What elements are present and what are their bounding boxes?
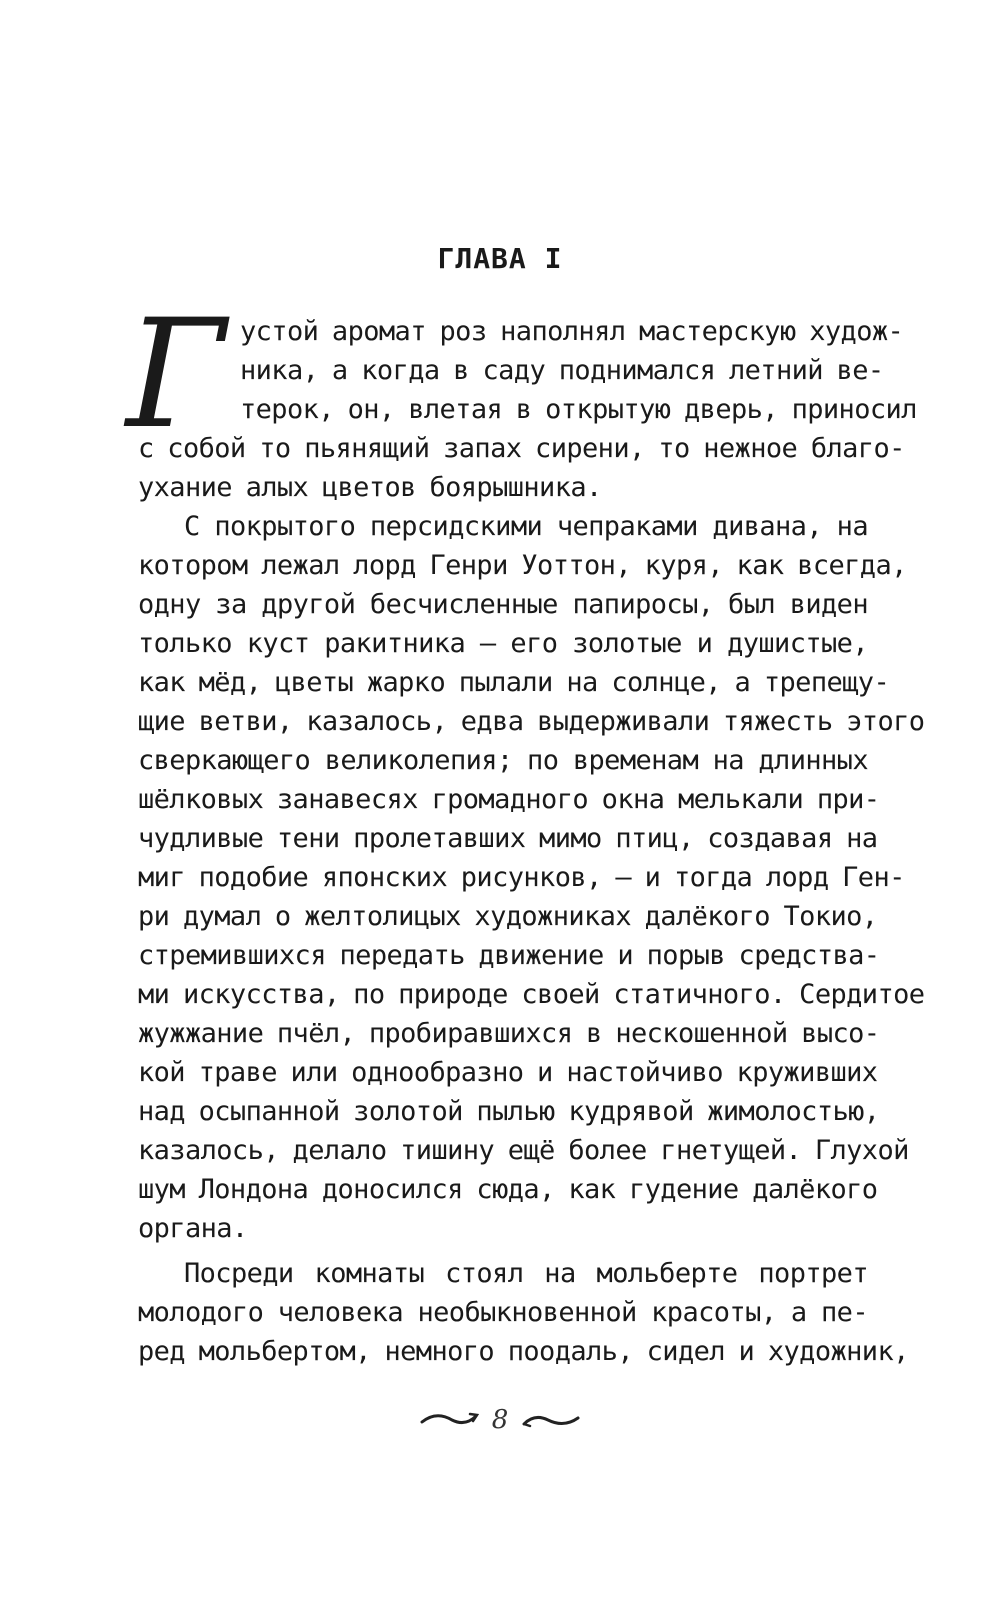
page-number: 8	[491, 1405, 509, 1435]
left-swash-ornament-icon	[420, 1410, 480, 1430]
text-line: только куст ракитника — его золотые и душистые,	[138, 628, 868, 659]
text-line: жужжание пчёл, пробиравшихся в нескошенной высо-	[138, 1018, 880, 1049]
text-line: кой траве или однообразно и настойчиво круживших	[138, 1057, 878, 1088]
text-line: над осыпанной золотой пылью кудрявой жимолостью,	[138, 1096, 880, 1127]
text-line: молодого человека необыкновенной красоты, а пе-	[138, 1297, 868, 1328]
chapter-title: ГЛАВА I	[437, 242, 563, 275]
page-footer	[0, 1400, 1000, 1440]
text-line: ри думал о желтолицых художниках далёкого Токио,	[138, 901, 878, 932]
text-line: одну за другой бесчисленные папиросы, был виден	[138, 589, 868, 620]
text-line: ухание алых цветов боярышника.	[138, 472, 602, 503]
text-line: сверкающего великолепия; по временам на длинных	[138, 745, 868, 776]
text-line: терок, он, влетая в открытую дверь, приносил	[240, 394, 917, 425]
text-line: щие ветви, казалось, едва выдерживали тяжесть этого	[138, 706, 925, 737]
text-line: шёлковых занавесях громадного окна мелькали при-	[138, 784, 880, 815]
text-line: чудливые тени пролетавших мимо птиц, создавая на	[138, 823, 878, 854]
text-line: стремившихся передать движение и порыв средства-	[138, 940, 880, 971]
text-line: устой аромат роз наполнял мастерскую худож-	[240, 316, 904, 347]
text-line: Посреди комнаты стоял на мольберте портрет	[184, 1258, 868, 1289]
right-swash-ornament-icon	[520, 1410, 580, 1430]
text-line: как мёд, цветы жарко пылали на солнце, а трепещу-	[138, 667, 890, 698]
text-line: шум Лондона доносился сюда, как гудение далёкого	[138, 1174, 878, 1205]
text-line: органа.	[138, 1213, 248, 1244]
text-line: ми искусства, по природе своей статичного. Сердитое	[138, 979, 925, 1010]
text-line: ред мольбертом, немного поодаль, сидел и художник,	[138, 1336, 909, 1367]
text-line: ника, а когда в саду поднимался летний ве-	[240, 355, 884, 386]
text-line: С покрытого персидскими чепраками дивана, на	[184, 511, 868, 542]
text-line: с собой то пьянящий запах сирени, то нежное благо-	[138, 433, 905, 464]
body-text	[138, 312, 925, 1371]
text-line: казалось, делало тишину ещё более гнетущей. Глухой	[138, 1135, 909, 1166]
text-line: котором лежал лорд Генри Уоттон, куря, как всегда,	[138, 550, 907, 581]
text-line: миг подобие японских рисунков, — и тогда лорд Ген-	[138, 862, 905, 893]
drop-cap-letter: Г	[126, 288, 226, 462]
